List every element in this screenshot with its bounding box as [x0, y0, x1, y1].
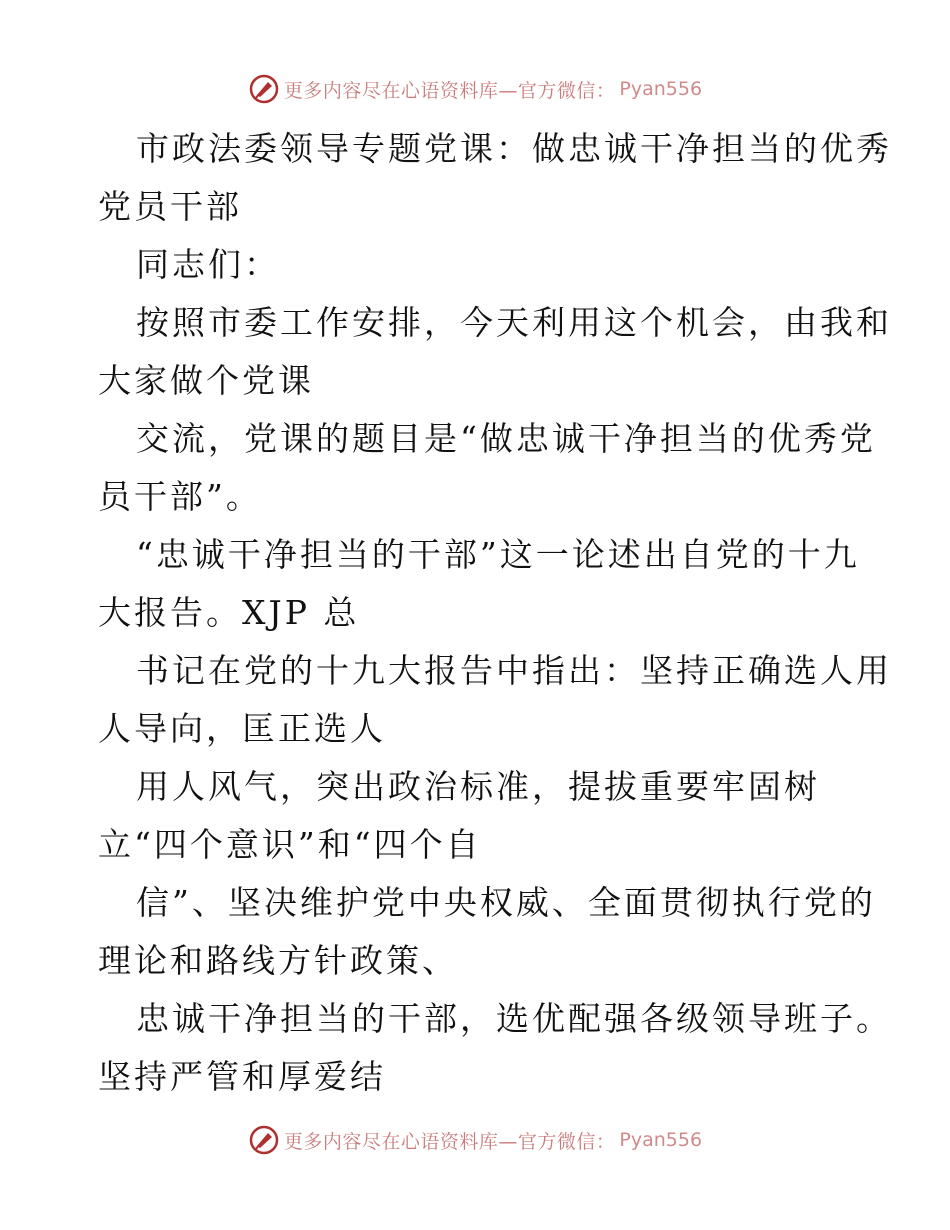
document-body — [98, 120, 892, 1106]
pen-nib-logo-icon — [248, 1124, 280, 1156]
paragraph-line: 理论和路线方针政策、 — [98, 941, 458, 980]
watermark-account: Pyan556 — [619, 1129, 703, 1151]
paragraph-line: 信”、坚决维护党中央权威、全面贯彻执行党的 — [136, 883, 876, 922]
paragraph-line: “忠诚干净担当的干部”这一论述出自党的十九 — [136, 535, 860, 574]
paragraph-line: 人导向，匡正选人 — [98, 709, 386, 748]
paragraph-line: 坚持严管和厚爱结 — [98, 1057, 386, 1096]
salutation: 同志们： — [136, 245, 280, 284]
watermark-header — [0, 73, 950, 105]
pen-nib-logo-icon — [248, 73, 280, 105]
paragraph-line: 大家做个党课 — [98, 361, 314, 400]
paragraph-line: 立“四个意识”和“四个自 — [98, 825, 482, 864]
watermark-text: 更多内容尽在心语资料库—官方微信： — [283, 1130, 616, 1153]
paragraph-line: 按照市委工作安排，今天利用这个机会，由我和 — [136, 303, 892, 342]
paragraph-line: 交流，党课的题目是“做忠诚干净担当的优秀党 — [136, 419, 876, 458]
watermark-footer — [0, 1124, 950, 1156]
paragraph-line: 大报告。XJP 总 — [98, 593, 360, 632]
paragraph-line: 员干部”。 — [98, 477, 262, 516]
title-line-1: 市政法委领导专题党课：做忠诚干净担当的优秀 — [136, 129, 892, 168]
paragraph-line: 忠诚干净担当的干部，选优配强各级领导班子。 — [136, 999, 892, 1038]
watermark-account: Pyan556 — [619, 78, 703, 100]
paragraph-line: 用人风气，突出政治标准，提拔重要牢固树 — [136, 767, 820, 806]
paragraph-line: 书记在党的十九大报告中指出：坚持正确选人用 — [136, 651, 892, 690]
title-line-2: 党员干部 — [98, 187, 242, 226]
watermark-text: 更多内容尽在心语资料库—官方微信： — [283, 79, 616, 102]
